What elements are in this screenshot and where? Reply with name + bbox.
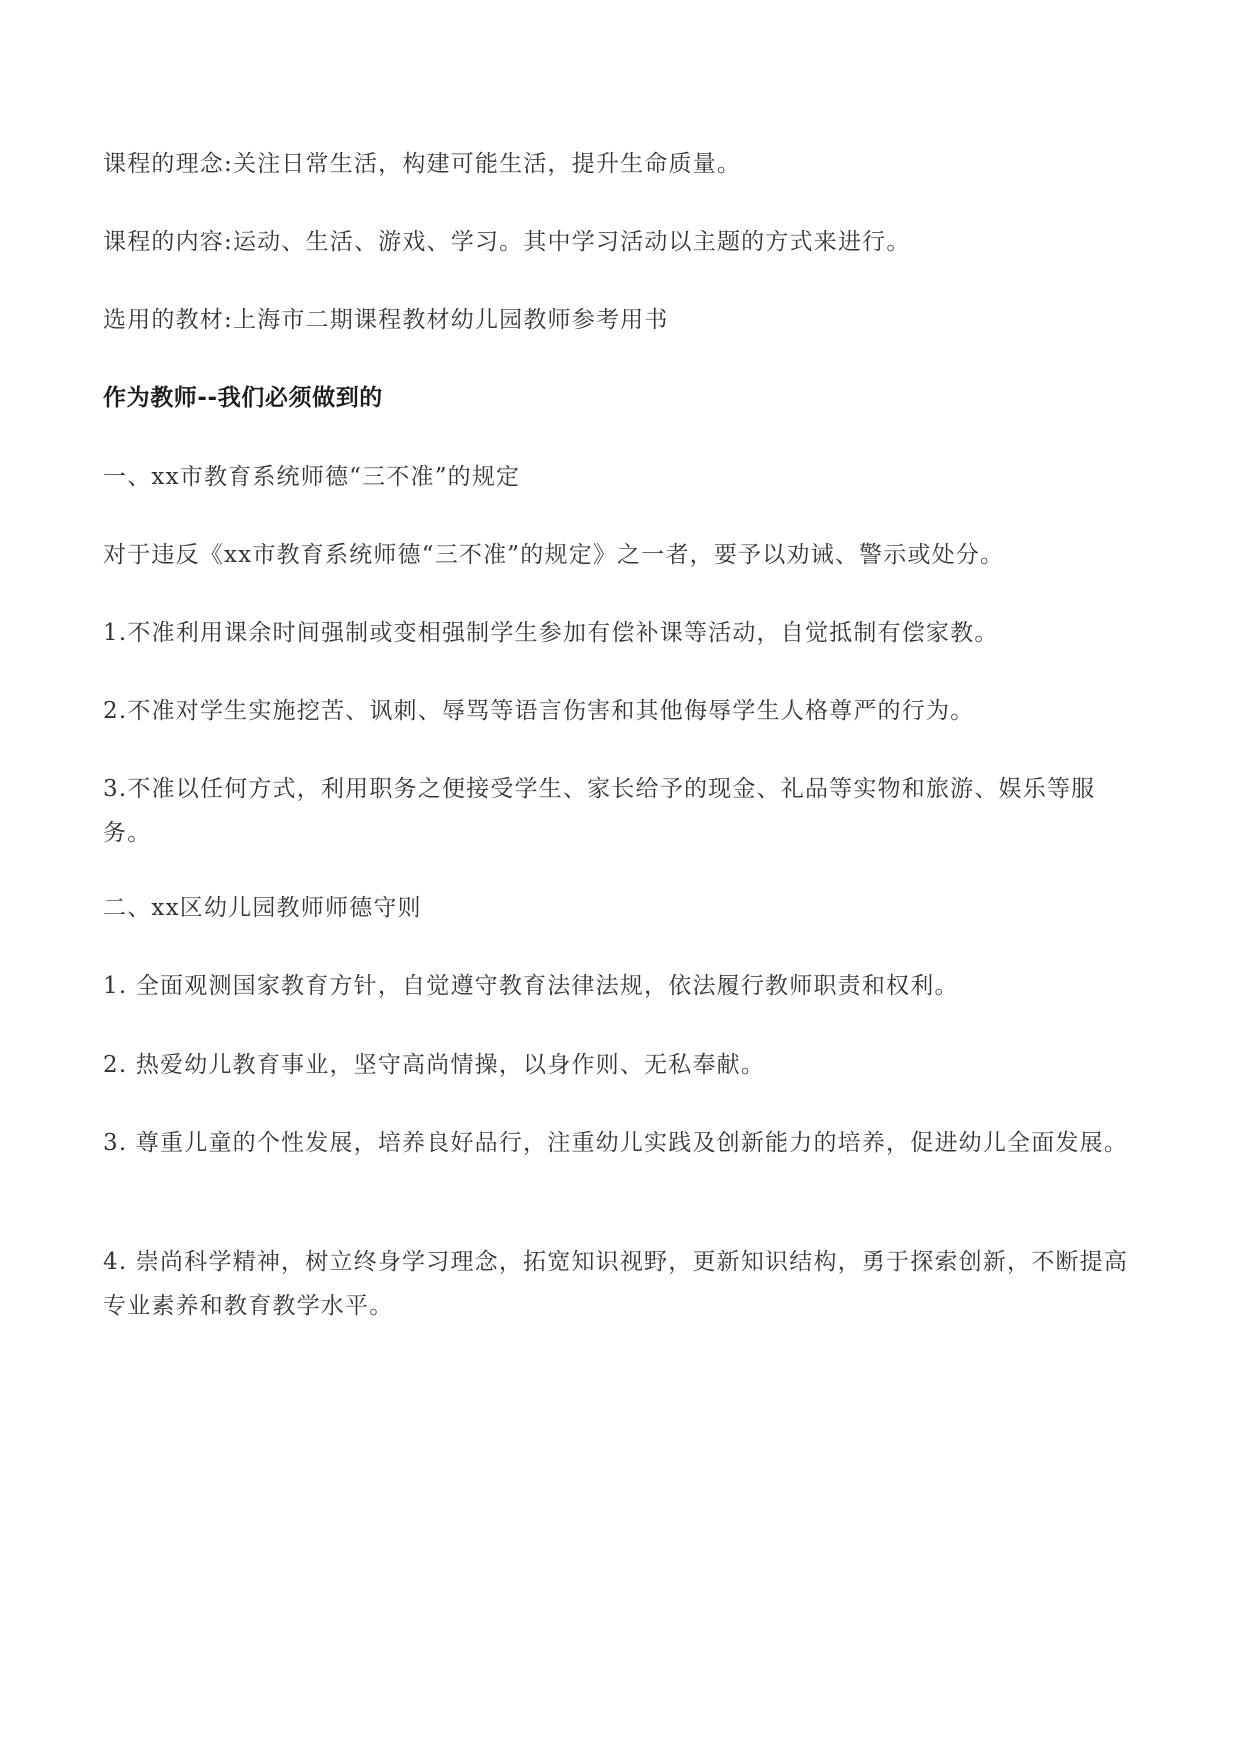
rule-item-1: 1.不准利用课余时间强制或变相强制学生参加有偿补课等活动，自觉抵制有偿家教。 <box>103 620 999 646</box>
code-item-2: 2. 热爱幼儿教育事业，坚守高尚情操，以身作则、无私奉献。 <box>103 1052 766 1078</box>
rule-section-2-title: 二、xx区幼儿园教师师德守则 <box>103 895 422 921</box>
rule-item-3: 3.不准以任何方式，利用职务之便接受学生、家长给予的现金、礼品等实物和旅游、娱乐等服务。 <box>103 776 1096 846</box>
rule-section-1-title: 一、xx市教育系统师德“三不准”的规定 <box>103 464 521 490</box>
code-item-3: 3. 尊重儿童的个性发展，培养良好品行，注重幼儿实践及创新能力的培养，促进幼儿全面发展。 <box>103 1130 1129 1156</box>
selected-materials: 选用的教材:上海市二期课程教材幼儿园教师参考用书 <box>103 307 669 333</box>
rule-item-2: 2.不准对学生实施挖苦、讽刺、辱骂等语言伤害和其他侮辱学生人格尊严的行为。 <box>103 698 975 724</box>
code-item-1: 1. 全面观测国家教育方针，自觉遵守教育法律法规，依法履行教师职责和权利。 <box>103 973 959 999</box>
course-philosophy: 课程的理念:关注日常生活，构建可能生活，提升生命质量。 <box>103 151 742 177</box>
code-item-4: 4. 崇尚科学精神，树立终身学习理念，拓宽知识视野，更新知识结构，勇于探索创新，不断提高专业素养和教育教学水平。 <box>103 1249 1129 1319</box>
course-content: 课程的内容:运动、生活、游戏、学习。其中学习活动以主题的方式来进行。 <box>103 229 911 255</box>
section-heading: 作为教师--我们必须做到的 <box>103 385 383 411</box>
rule-section-1-intro: 对于违反《xx市教育系统师德“三不准”的规定》之一者，要予以劝诫、警示或处分。 <box>103 542 1005 568</box>
